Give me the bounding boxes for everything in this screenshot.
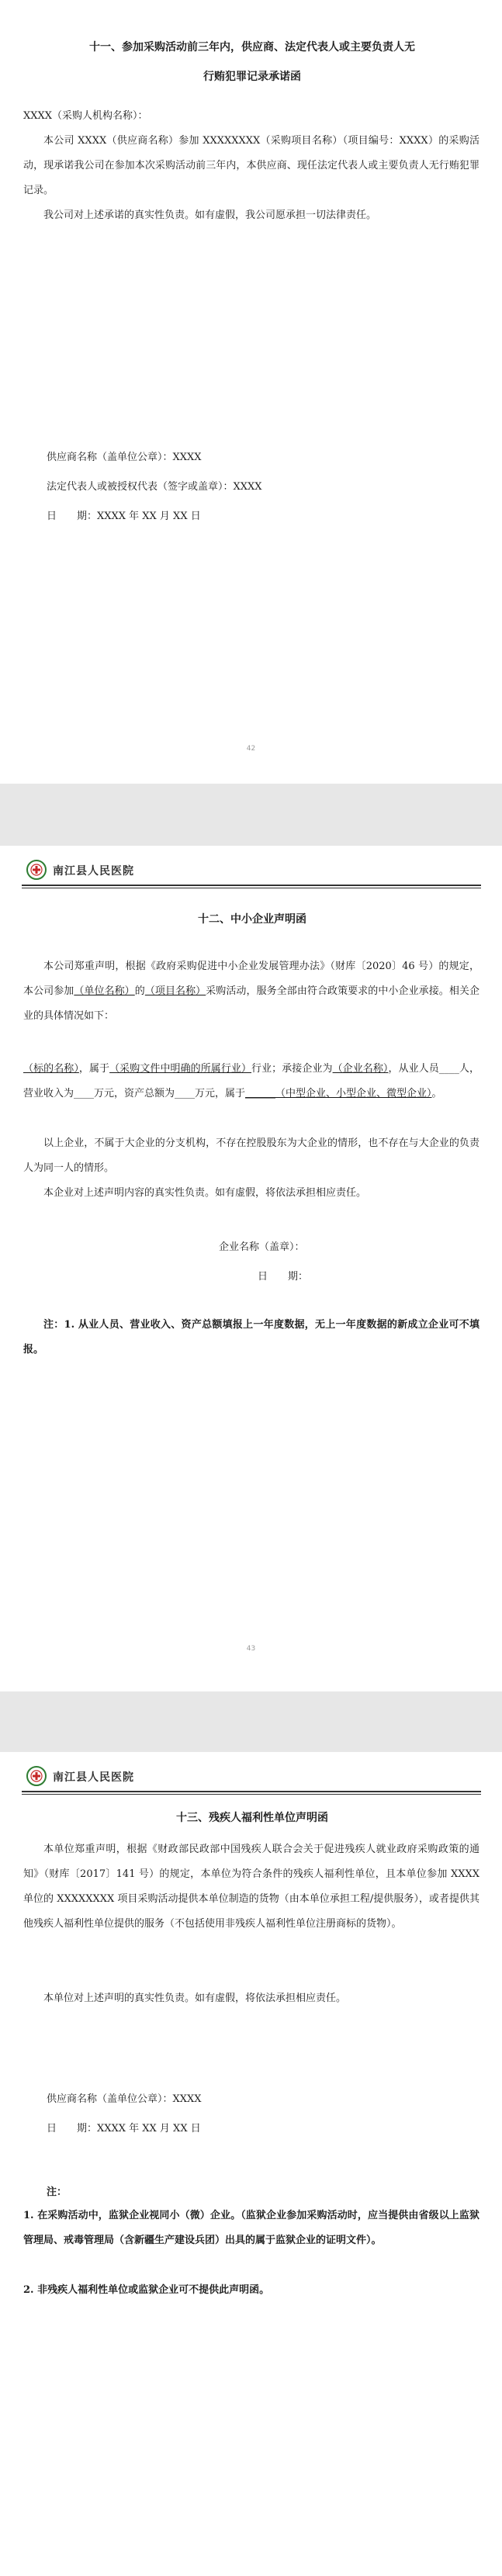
document-page-42: [0, 0, 502, 784]
industry-blank: （采购文件中明确的所属行业）: [109, 1063, 252, 1075]
declaration-text: 本公司郑重声明，根据《政府采购促进中小企业发展管理办法》（财库〔2020〕46 号）的规定，本公司参加: [23, 961, 479, 997]
representative-signature-line: 法定代表人或被授权代表（签字或盖章）：XXXX: [47, 481, 262, 493]
note-item-1: 1. 在采购活动中，监狱企业视同小（微）企业。（监狱企业参加采购活动时，应当提供由省级以上监狱管理局、戒毒管理局（含新疆生产建设兵团）出具的属于监狱企业的证明文件）。: [23, 2210, 479, 2246]
page-title-line1: 十一、参加采购活动前三年内，供应商、法定代表人或主要负责人无: [89, 41, 415, 54]
page-number: 42: [246, 745, 256, 753]
note-label: 注：: [47, 2186, 68, 2198]
unit-name-blank: （单位名称）: [74, 985, 135, 997]
detail-text: ，属于: [78, 1063, 110, 1075]
supplier-signature-line: 供应商名称（盖单位公章）：XXXX: [47, 2093, 202, 2105]
detail-text: ，从业人员____人，营业收入为____万元，资产总额为____万元，属于: [23, 1063, 479, 1099]
page-title: 十二、中小企业声明函: [198, 913, 306, 926]
branch-statement-paragraph: 以上企业，不属于大企业的分支机构，不存在控股股东为大企业的情形，也不存在与大企业的负责人为同一人的情形。: [23, 1137, 479, 1174]
document-page-44: [0, 1752, 502, 2576]
hospital-logo-icon: [26, 1766, 47, 1786]
salutation: XXXX（采购人机构名称）：: [23, 110, 148, 122]
page-title-line2: 行贿犯罪记录承诺函: [203, 71, 301, 83]
declaration-text: 采购活动，服务全部由符合政策要求的中小企业承接。相关企业的具体情况如下：: [23, 985, 479, 1022]
declaration-paragraph: [23, 954, 479, 1029]
responsibility-paragraph: 本企业对上述声明内容的真实性负责。如有虚假，将依法承担相应责任。: [43, 1187, 367, 1199]
hospital-name: 南江县人民医院: [53, 1771, 134, 1784]
hospital-name: 南江县人民医院: [53, 865, 134, 878]
item-name-blank: （标的名称）: [23, 1063, 79, 1075]
company-signature-line: 企业名称（盖章）：: [219, 1241, 305, 1253]
document-page-43: [0, 846, 502, 1691]
date-line: 日 期：XXXX 年 XX 月 XX 日: [47, 2123, 201, 2135]
note-paragraph: 注：1. 从业人员、营业收入、资产总额填报上一年度数据，无上一年度数据的新成立企业可不填报。: [23, 1319, 479, 1356]
page-header: [22, 855, 481, 886]
commitment-paragraph: 本公司 XXXX（供应商名称）参加 XXXXXXXX（采购项目名称）（项目编号：XXXX）的采购活动，现承诺我公司在参加本次采购活动前三年内，本供应商、现任法定代表人或主要负责人无行贿犯罪记录。: [23, 135, 479, 196]
header-rule: [22, 1791, 481, 1792]
date-line: 日 期：XXXX 年 XX 月 XX 日: [47, 511, 201, 522]
detail-text: 行业；承接企业为: [251, 1063, 333, 1075]
enterprise-type-blank: ______（中型企业、小型企业、微型企业）: [245, 1088, 432, 1099]
detail-text: 。: [431, 1088, 442, 1099]
enterprise-detail-paragraph: [23, 1057, 479, 1106]
company-name-blank: （企业名称）: [332, 1063, 389, 1075]
project-name-blank: （项目名称）: [144, 985, 206, 997]
note-item-2: 2. 非残疾人福利性单位或监狱企业可不提供此声明函。: [23, 2284, 270, 2296]
declaration-paragraph: 本单位郑重声明，根据《财政部民政部中国残疾人联合会关于促进残疾人就业政府采购政策的通知》（财库〔2017〕141 号）的规定，本单位为符合条件的残疾人福利性单位，且本单位参加 XXXX 单位的 XXXXXXXX 项目采购活动提供本单位制造的货物（由本单位承担工程/提供服务），或者提供其他残疾人福利性单位提供的服务（不包括使用非残疾人福利性单位注册商标的货物）。: [23, 1844, 479, 1930]
responsibility-paragraph: 本单位对上述声明的真实性负责。如有虚假，将依法承担相应责任。: [43, 1993, 347, 2004]
page-number: 43: [246, 1645, 256, 1653]
responsibility-paragraph: 我公司对上述承诺的真实性负责。如有虚假，我公司愿承担一切法律责任。: [43, 209, 377, 221]
page-header: [22, 1761, 481, 1792]
supplier-signature-line: 供应商名称（盖单位公章）：XXXX: [47, 452, 202, 463]
date-line: 日 期：: [258, 1271, 309, 1283]
declaration-text: 的: [134, 985, 145, 997]
page-title: 十三、残疾人福利性单位声明函: [176, 1812, 328, 1824]
header-rule-thin: [22, 1794, 481, 1795]
hospital-logo-icon: [26, 860, 47, 880]
header-rule: [22, 885, 481, 886]
